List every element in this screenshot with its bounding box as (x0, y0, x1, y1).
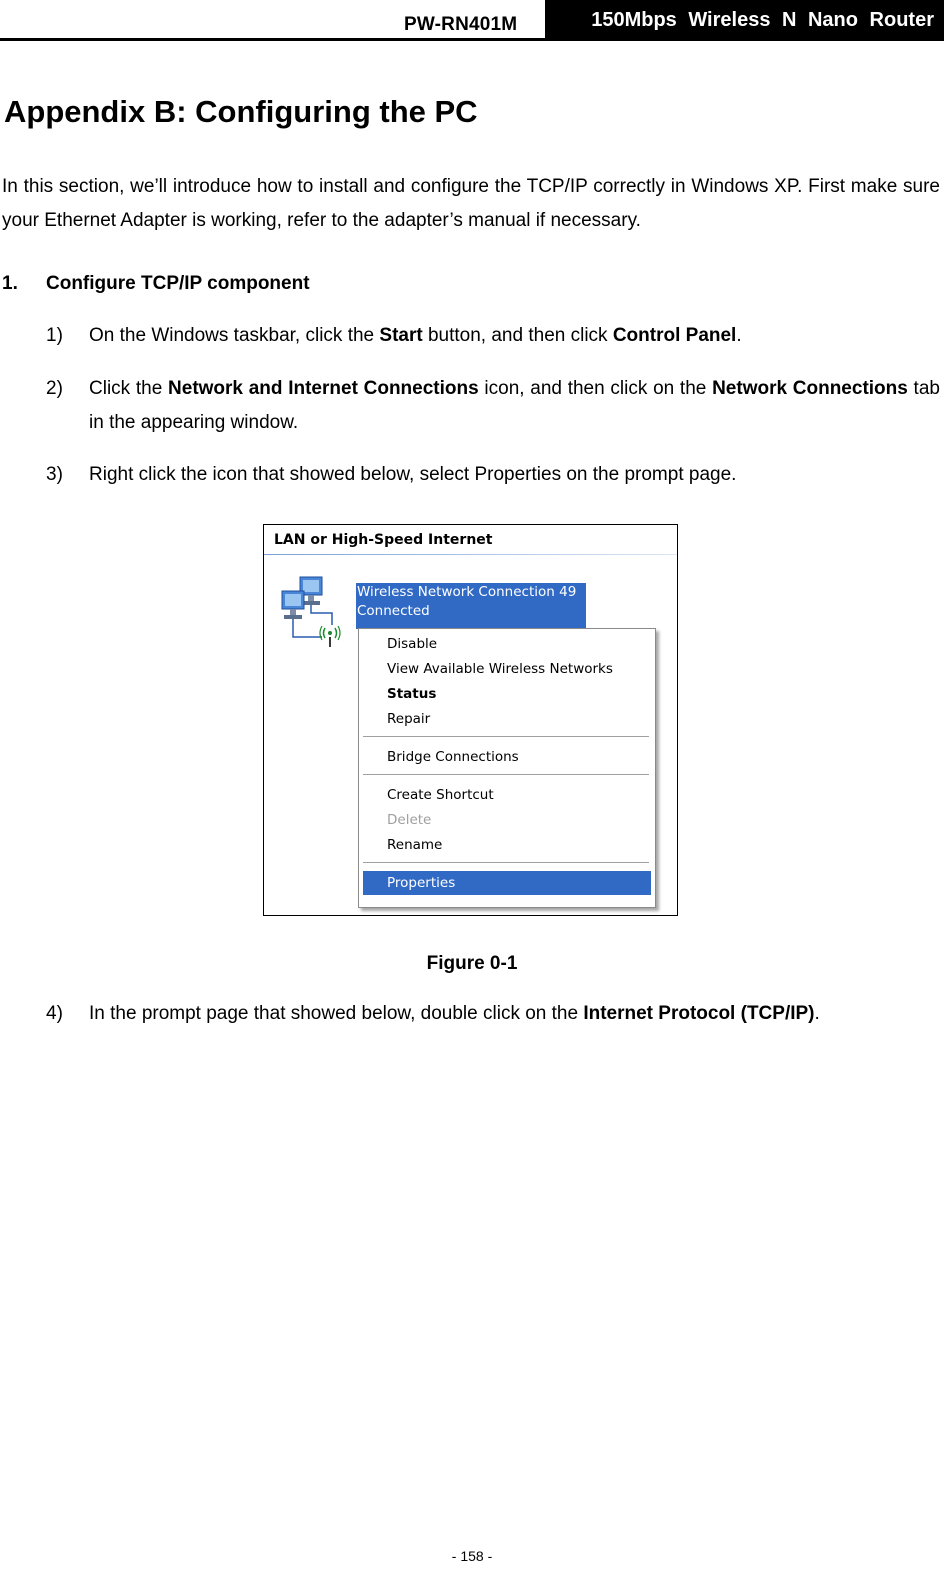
menu-item-create-shortcut[interactable]: Create Shortcut (387, 787, 494, 803)
intro-paragraph: In this section, we’ll introduce how to install and configure the TCP/IP correctly in Windows XP. First make sure your Ethernet Adapter is working, refer to the adapter’s manual if necessary. (2, 176, 940, 231)
step-text-part: icon, and then click on the (478, 378, 713, 399)
section-number: 1. (2, 273, 18, 294)
group-title: LAN or High-Speed Internet (274, 532, 493, 548)
step-number: 2) (46, 378, 63, 399)
step-text-part: button, and then click (422, 325, 613, 346)
section-title: Configure TCP/IP component (46, 273, 310, 294)
step-text (89, 997, 940, 1031)
menu-item-disable[interactable]: Disable (387, 636, 438, 652)
menu-item-status[interactable]: Status (387, 686, 437, 702)
menu-separator (363, 862, 649, 864)
wireless-network-icon (278, 575, 348, 649)
step-text: Right click the icon that showed below, select Properties on the prompt page. (89, 464, 737, 485)
header-rule (0, 38, 944, 41)
product-name: 150Mbps Wireless N Nano Router (545, 0, 944, 38)
menu-item-delete: Delete (387, 812, 432, 828)
step-text-part: tab in the appearing window. (89, 378, 940, 433)
start-term: Start (379, 325, 423, 346)
section-heading (2, 267, 310, 301)
control-panel-term: Control Panel (612, 325, 737, 346)
step-text-part: . (814, 1003, 820, 1024)
page-number: - 158 - (451, 1548, 493, 1564)
step-text-part: In the prompt page that showed below, double click on the (89, 1003, 584, 1024)
step-text (89, 372, 940, 440)
menu-item-repair[interactable]: Repair (387, 711, 431, 727)
connection-name: Wireless Network Connection 49 (357, 584, 577, 600)
context-menu (358, 628, 656, 908)
page-title: Appendix B: Configuring the PC (4, 94, 478, 129)
menu-separator (363, 774, 649, 776)
connection-status: Connected (357, 603, 430, 619)
menu-item-bridge-connections[interactable]: Bridge Connections (387, 749, 519, 765)
menu-item-properties[interactable]: Properties (363, 871, 651, 895)
group-title-underline (264, 554, 677, 555)
step-number: 4) (46, 1003, 63, 1024)
step-text-part: Click the (89, 378, 169, 399)
step-3 (46, 458, 940, 492)
step-text-part: On the Windows taskbar, click the (89, 325, 380, 346)
step-1 (46, 319, 940, 353)
step-text-part: . (736, 325, 742, 346)
network-connections-icon-term: Network and Internet Connections (168, 378, 479, 399)
model-name: PW-RN401M (404, 14, 518, 35)
selected-connection[interactable] (356, 583, 586, 629)
tcp-ip-term: Internet Protocol (TCP/IP) (583, 1003, 815, 1024)
menu-item-rename[interactable]: Rename (387, 837, 443, 853)
network-connections-tab-term: Network Connections (712, 378, 908, 399)
step-number: 1) (46, 325, 63, 346)
figure-caption: Figure 0-1 (426, 953, 518, 974)
step-number: 3) (46, 464, 63, 485)
step-2 (46, 372, 940, 440)
step-4 (46, 997, 940, 1031)
step-text (89, 319, 940, 353)
context-menu-screenshot (263, 524, 678, 916)
page-header (0, 0, 944, 42)
menu-separator (363, 736, 649, 738)
menu-item-view-wireless-networks[interactable]: View Available Wireless Networks (387, 661, 613, 677)
